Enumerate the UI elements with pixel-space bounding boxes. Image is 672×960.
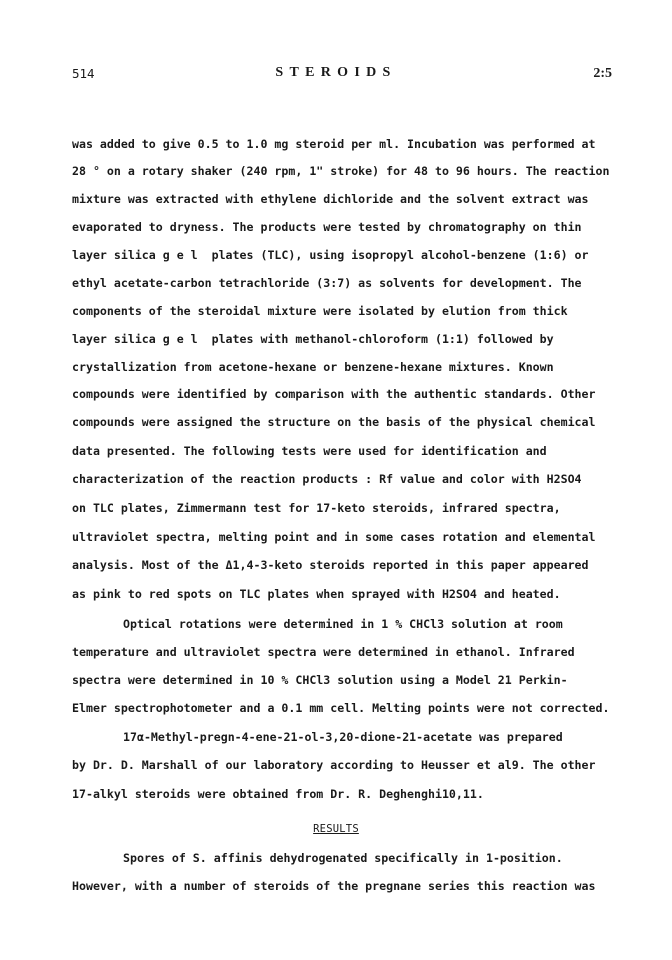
body-line: evaporated to dryness. The products were tested by chromatography on thin [72, 220, 582, 234]
body-line: Elmer spectrophotometer and a 0.1 mm cell. Melting points were not corrected. [72, 701, 610, 715]
body-line: spectra were determined in 10 % CHCl3 solution using a Model 21 Perkin- [72, 673, 568, 687]
body-line: 17α-Methyl-pregn-4-ene-21-ol-3,20-dione-21-acetate was prepared [123, 730, 563, 744]
body-line: ethyl acetate-carbon tetrachloride (3:7) as solvents for development. The [72, 276, 582, 290]
body-line: layer silica g e l plates with methanol-chloroform (1:1) followed by [72, 332, 554, 346]
body-line: Spores of S. affinis dehydrogenated specifically in 1-position. [123, 851, 563, 865]
section-heading: RESULTS [313, 823, 359, 835]
body-line: 28 ° on a rotary shaker (240 rpm, 1" stroke) for 48 to 96 hours. The reaction [72, 164, 610, 178]
body-line: was added to give 0.5 to 1.0 mg steroid per ml. Incubation was performed at [72, 137, 596, 151]
body-line: Optical rotations were determined in 1 % CHCl3 solution at room [123, 617, 563, 631]
body-line: crystallization from acetone-hexane or benzene-hexane mixtures. Known [72, 360, 554, 374]
body-line: by Dr. D. Marshall of our laboratory according to Heusser et al9. The other [72, 758, 596, 772]
journal-title: STEROIDS [275, 65, 397, 80]
body-line: analysis. Most of the Δ1,4-3-keto steroids reported in this paper appeared [72, 558, 589, 572]
body-line: mixture was extracted with ethylene dichloride and the solvent extract was [72, 192, 589, 206]
body-line: 17-alkyl steroids were obtained from Dr. R. Deghenghi10,11. [72, 787, 484, 801]
body-line: temperature and ultraviolet spectra were determined in ethanol. Infrared [72, 645, 575, 659]
body-line: layer silica g e l plates (TLC), using isopropyl alcohol-benzene (1:6) or [72, 248, 589, 262]
issue-number: 2:5 [593, 66, 612, 81]
body-line: compounds were identified by comparison with the authentic standards. Other [72, 387, 596, 401]
body-line: on TLC plates, Zimmermann test for 17-keto steroids, infrared spectra, [72, 501, 561, 515]
body-line: ultraviolet spectra, melting point and in some cases rotation and elemental [72, 530, 596, 544]
body-line: components of the steroidal mixture were isolated by elution from thick [72, 304, 568, 318]
body-line: characterization of the reaction products : Rf value and color with H2SO4 [72, 472, 582, 486]
body-line: data presented. The following tests were used for identification and [72, 444, 547, 458]
body-line: compounds were assigned the structure on the basis of the physical chemical [72, 415, 596, 429]
body-line: However, with a number of steroids of the pregnane series this reaction was [72, 879, 596, 893]
page-number: 514 [72, 66, 95, 81]
body-line: as pink to red spots on TLC plates when sprayed with H2SO4 and heated. [72, 587, 561, 601]
